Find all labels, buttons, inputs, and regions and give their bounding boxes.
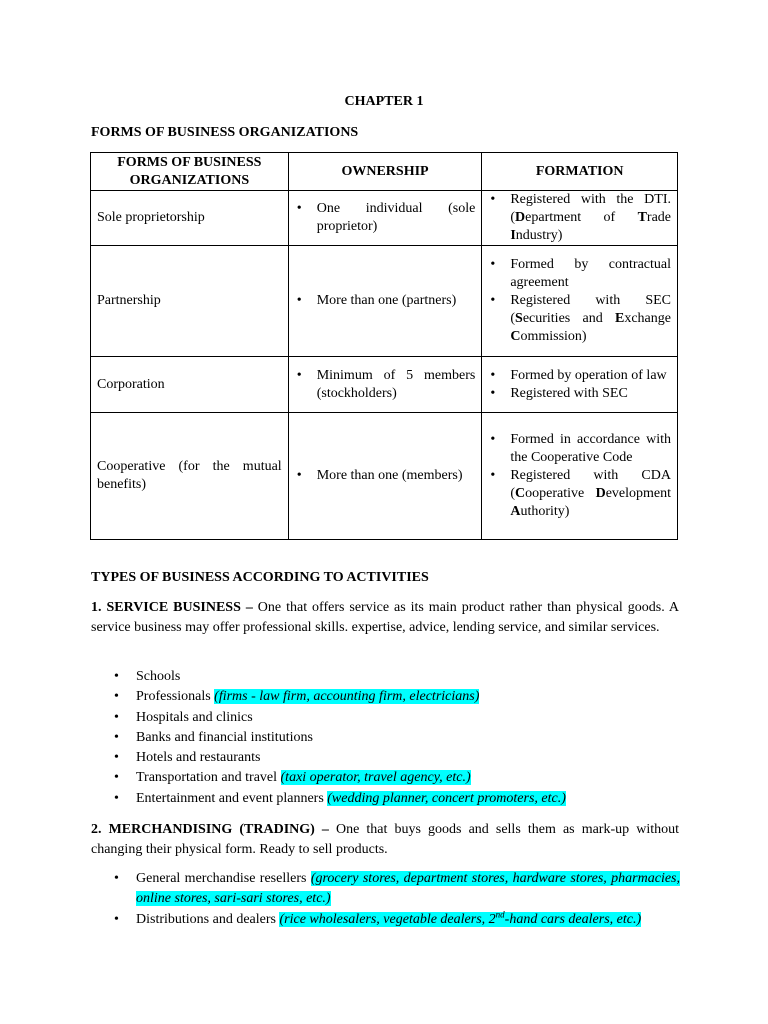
service-paragraph	[91, 598, 679, 638]
list-item: • General merchandise resellers (grocery stores, department stores, hardware stores, pharmacies, online stores, sari-sari stores, etc.)	[114, 869, 680, 910]
merchandising-title: 2. MERCHANDISING (TRADING) –	[91, 822, 329, 837]
list-item: • More than one (members)	[295, 467, 476, 485]
list-item: • Entertainment and event planners (wedding planner, concert promoters, etc.)	[114, 789, 680, 809]
formation-cell	[482, 191, 678, 246]
list-item: • Registered with the DTI. (Department of Trade Industry)	[488, 191, 671, 245]
list-item: • More than one (partners)	[295, 292, 476, 310]
highlight: (wedding planner, concert promoters, etc.)	[327, 790, 566, 806]
forms-heading: FORMS OF BUSINESS ORGANIZATIONS	[91, 125, 359, 140]
formation-cell	[482, 357, 678, 413]
ownership-cell	[288, 413, 482, 540]
formation-cell	[482, 246, 678, 357]
form-name: Partnership	[91, 246, 289, 357]
chapter-title: CHAPTER 1	[344, 94, 424, 109]
ownership-cell	[288, 357, 482, 413]
table-row	[91, 191, 678, 246]
table-row	[91, 413, 678, 540]
list-item: • Banks and financial institutions	[114, 728, 680, 748]
form-name: Sole proprietorship	[91, 191, 289, 246]
highlight: (taxi operator, travel agency, etc.)	[280, 770, 471, 786]
formation-cell	[482, 413, 678, 540]
ownership-cell	[288, 191, 482, 246]
list-item: • Distributions and dealers (rice wholesalers, vegetable dealers, 2nd-hand cars dealers, etc.)	[114, 910, 680, 930]
list-item: • Registered with SEC (Securities and Exchange Commission)	[488, 292, 671, 346]
list-item: • Formed by contractual agreement	[488, 256, 671, 292]
list-item: • Registered with CDA (Cooperative Development Authority)	[488, 467, 671, 521]
list-item: • Registered with SEC	[488, 385, 671, 403]
list-item: • Hospitals and clinics	[114, 708, 680, 728]
form-name: Corporation	[91, 357, 289, 413]
list-item: • Hotels and restaurants	[114, 748, 680, 768]
highlight: (firms - law firm, accounting firm, electricians)	[214, 689, 480, 705]
service-text: One that offers service as its main product rather than physical goods. A service business may offer professional skills. expertise, advice, lending service, and similar services.	[91, 600, 679, 635]
list-item: • One individual (sole proprietor)	[295, 200, 476, 236]
forms-table	[90, 152, 678, 540]
header-formation: FORMATION	[482, 153, 678, 191]
header-ownership: OWNERSHIP	[288, 153, 482, 191]
types-heading: TYPES OF BUSINESS ACCORDING TO ACTIVITIES	[91, 570, 429, 585]
service-title: 1. SERVICE BUSINESS –	[91, 600, 253, 615]
table-row	[91, 246, 678, 357]
table-header-row	[91, 153, 678, 191]
list-item: • Schools	[114, 667, 680, 687]
ownership-cell	[288, 246, 482, 357]
merchandising-paragraph	[91, 820, 679, 860]
highlight: (rice wholesalers, vegetable dealers, 2nd-hand cars dealers, etc.)	[279, 908, 642, 927]
service-list	[114, 667, 680, 809]
merchandising-list	[114, 869, 680, 930]
table-row	[91, 357, 678, 413]
list-item: • Transportation and travel (taxi operator, travel agency, etc.)	[114, 768, 680, 788]
list-item: • Professionals (firms - law firm, accounting firm, electricians)	[114, 687, 680, 707]
list-item: • Minimum of 5 members (stockholders)	[295, 367, 476, 403]
form-name: Cooperative (for the mutual benefits)	[91, 413, 289, 540]
highlight: (grocery stores, department stores, hardware stores, pharmacies, online stores, sari-sari stores, etc.)	[136, 871, 680, 907]
list-item: • Formed in accordance with the Cooperative Code	[488, 431, 671, 467]
list-item: • Formed by operation of law	[488, 367, 671, 385]
header-forms: FORMS OF BUSINESS ORGANIZATIONS	[91, 153, 289, 191]
merchandising-text: One that buys goods and sells them as mark-up without changing their physical form. Ready to sell products.	[91, 822, 679, 857]
